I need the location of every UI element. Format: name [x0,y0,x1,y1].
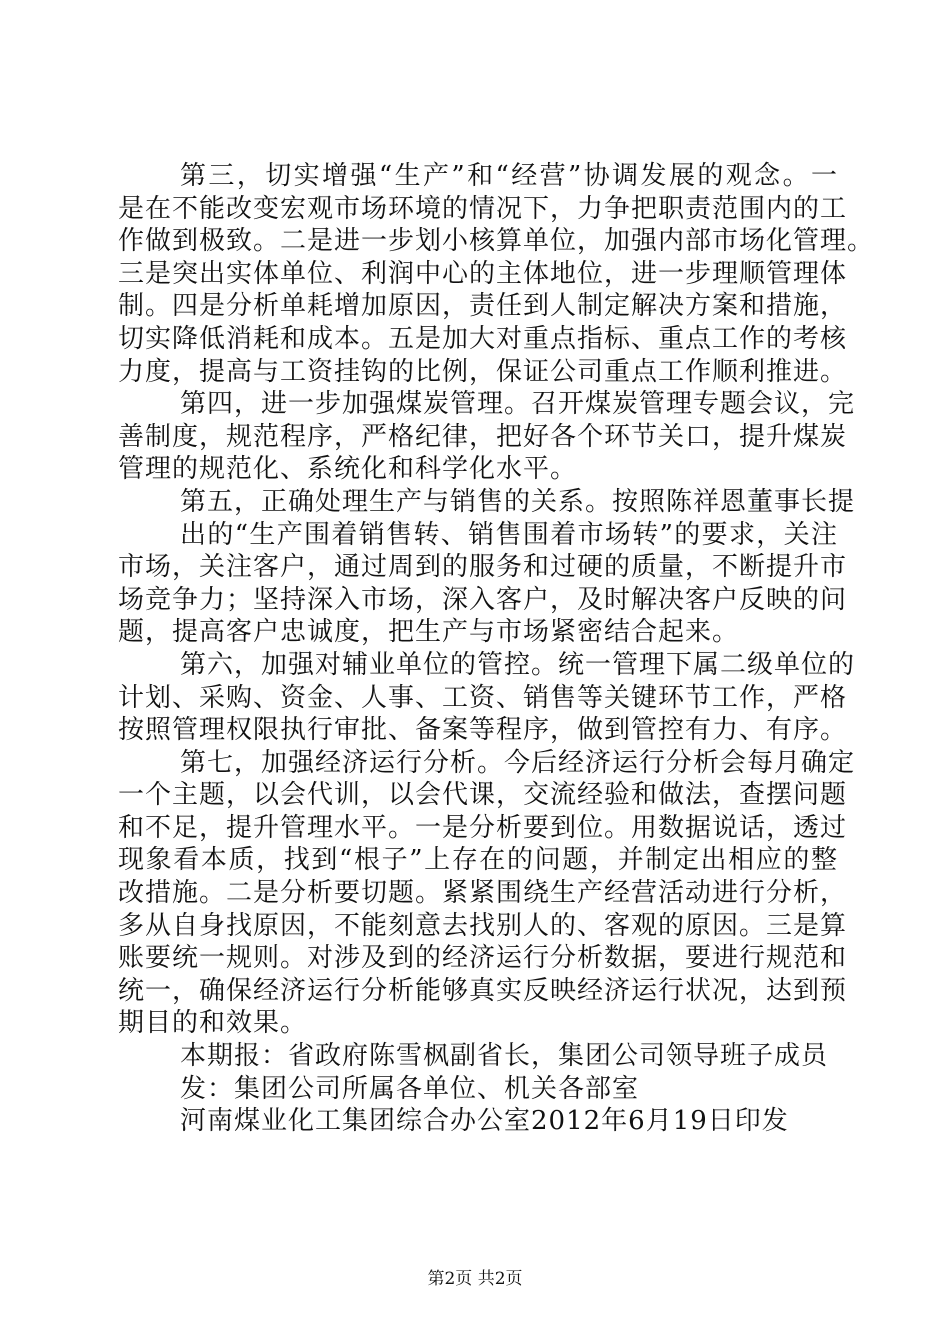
paragraph-7-line-8: 统一，确保经济运行分析能够真实反映经济运行状况，达到预 [118,975,848,1006]
paragraph-6-line-1: 第六，加强对辅业单位的管控。统一管理下属二级单位的 [180,649,856,680]
issuer-date-line: 河南煤业化工集团综合办公室2012年6月19日印发 [180,1106,789,1137]
paragraph-7-line-5: 改措施。二是分析要切题。紧紧围绕生产经营活动进行分析， [118,878,848,909]
paragraph-3-line-1: 第三，切实增强“生产”和“经营”协调发展的观念。一 [180,161,838,191]
paragraph-5-line-1: 第五，正确处理生产与销售的关系。按照陈祥恩董事长提 [180,486,856,517]
paragraph-5-line-4: 场竞争力；坚持深入市场，深入客户，及时解决客户反映的问 [118,584,848,615]
paragraph-6-line-2: 计划、采购、资金、人事、工资、销售等关键环节工作，严格 [118,682,848,713]
paragraph-7-line-6: 多从自身找原因，不能刻意去找别人的、客观的原因。三是算 [118,910,848,941]
paragraph-5-line-2: 出的“生产围着销售转、销售围着市场转”的要求，关注 [180,519,838,550]
paragraph-4-line-3: 管理的规范化、系统化和科学化水平。 [118,454,578,485]
paragraph-3-line-4: 三是突出实体单位、利润中心的主体地位，进一步理顺管理体 [118,258,848,289]
paragraph-7-line-2: 一个主题，以会代训，以会代课，交流经验和做法，查摆问题 [118,780,848,811]
paragraph-4-line-2: 善制度，规范程序，严格纪律，把好各个环节关口，提升煤炭 [118,421,848,452]
paragraph-3-line-7: 力度，提高与工资挂钩的比例，保证公司重点工作顺利推进。 [118,356,848,387]
paragraph-3-line-6: 切实降低消耗和成本。五是加大对重点指标、重点工作的考核 [118,323,848,354]
paragraph-6-line-3: 按照管理权限执行审批、备案等程序，做到管控有力、有序。 [118,715,848,746]
distribution-send-line: 发：集团公司所属各单位、机关各部室 [180,1073,640,1104]
paragraph-7-line-9: 期目的和效果。 [118,1008,308,1039]
paragraph-7-line-1: 第七，加强经济运行分析。今后经济运行分析会每月确定 [180,747,856,778]
paragraph-5-line-3: 市场，关注客户，通过周到的服务和过硬的质量，不断提升市 [118,552,848,583]
paragraph-7-line-3: 和不足，提升管理水平。一是分析要到位。用数据说话，透过 [118,812,848,843]
paragraph-3-line-2: 是在不能改变宏观市场环境的情况下，力争把职责范围内的工 [118,193,848,224]
paragraph-7-line-4: 现象看本质，找到“根子”上存在的问题，并制定出相应的整 [118,845,838,876]
paragraph-4-line-1: 第四，进一步加强煤炭管理。召开煤炭管理专题会议，完 [180,389,856,420]
paragraph-5-line-5: 题，提高客户忠诚度，把生产与市场紧密结合起来。 [118,617,740,648]
paragraph-3-line-3: 作做到极致。二是进一步划小核算单位，加强内部市场化管理。 [118,226,875,257]
document-body [118,160,875,1138]
page-number-footer: 第2页 共2页 [427,1269,523,1289]
distribution-report-line: 本期报：省政府陈雪枫副省长，集团公司领导班子成员 [180,1041,829,1072]
paragraph-7-line-7: 账要统一规则。对涉及到的经济运行分析数据，要进行规范和 [118,943,848,974]
paragraph-3-line-5: 制。四是分析单耗增加原因，责任到人制定解决方案和措施， [118,291,848,322]
